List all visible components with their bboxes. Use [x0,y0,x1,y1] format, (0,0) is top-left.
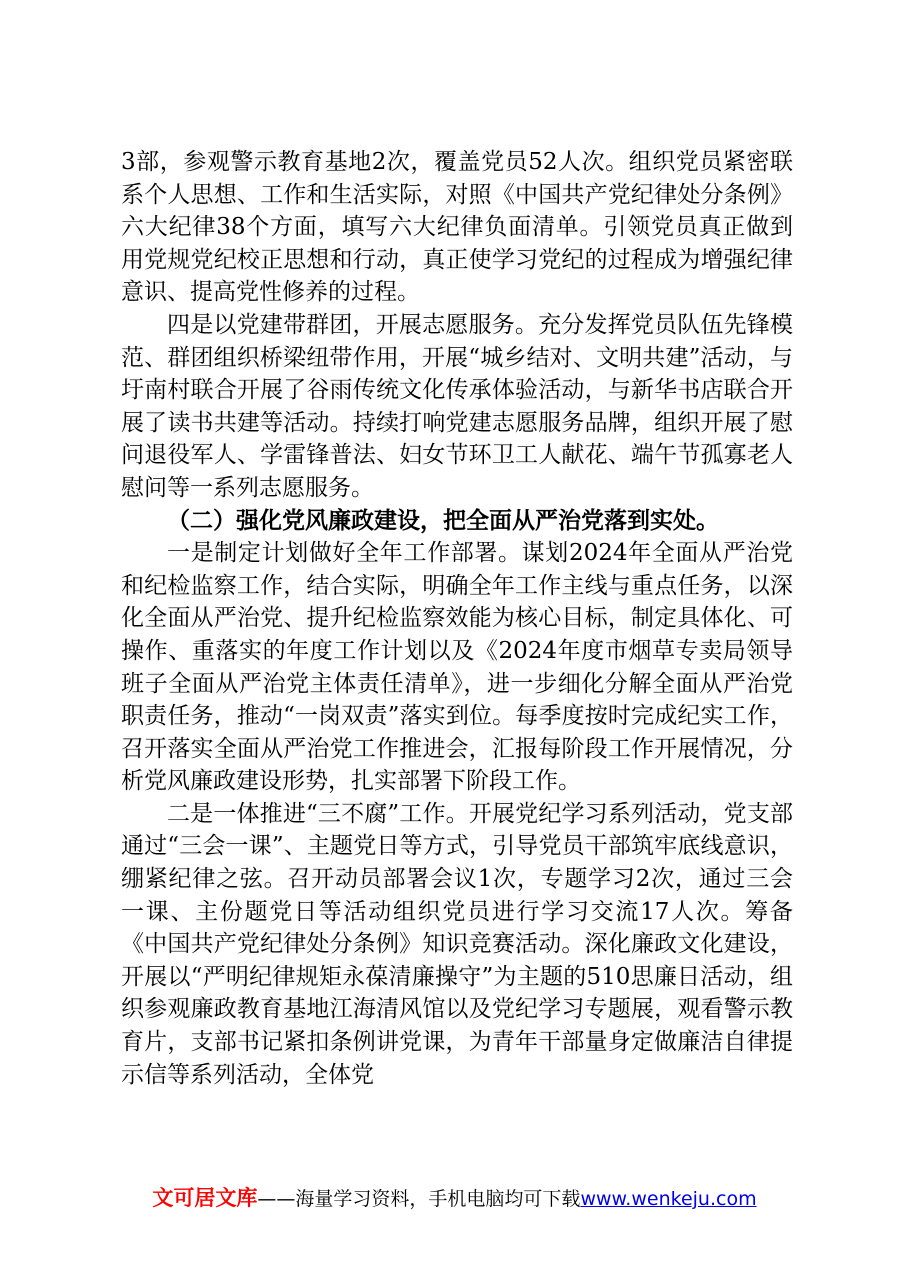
footer-banner [0,1182,909,1212]
paragraph-4: 二是一体推进“三不腐”工作。开展党纪学习系列活动，党支部通过“三会一课”、主题党日等方式，引导党员干部筑牢底线意识，绷紧纪律之弦。召开动员部署会议1次，专题学习2次，通过三会一课、主份题党日等活动组织党员进行学习交流17人次。筹备《中国共产党纪律处分条例》知识竞赛活动。深化廉政文化建设，开展以“严明纪律规矩永葆清廉操守”为主题的510思廉日活动，组织参观廉政教育基地江海清风馆以及党纪学习专题展，观看警示教育片，支部书记紧扣条例讲党课，为青年干部量身定做廉洁自律提示信等系列活动，全体党 [121,800,793,1088]
document-body [121,146,793,1091]
footer-tagline: ——海量学习资料，手机电脑均可下载 [257,1188,581,1210]
section-heading: （二）强化党风廉政建设，把全面从严治党落到实处。 [167,506,719,534]
paragraph-3: 一是制定计划做好全年工作部署。谋划2024年全面从严治党和纪检监察工作，结合实际，明确全年工作主线与重点任务，以深化全面从严治党、提升纪检监察效能为核心目标，制定具体化、可操作、重落实的年度工作计划以及《2024年度市烟草专卖局领导班子全面从严治党主体责任清单》，进一步细化分解全面从严治党职责任务，推动“一岗双责”落实到位。每季度按时完成纪实工作，召开落实全面从严治党工作推进会，汇报每阶段工作开展情况，分析党风廉政建设形势，扎实部署下阶段工作。 [121,540,793,795]
footer-website-link[interactable]: www.wenkeju.com [580,1188,757,1210]
paragraph-2: 四是以党建带群团，开展志愿服务。充分发挥党员队伍先锋模范、群团组织桥梁纽带作用，开展“城乡结对、文明共建”活动，与圩南村联合开展了谷雨传统文化传承体验活动，与新华书店联合开展了读书共建等活动。持续打响党建志愿服务品牌，组织开展了慰问退役军人、学雷锋普法、妇女节环卫工人献花、端午节孤寡老人慰问等一系列志愿服务。 [121,311,793,501]
paragraph-1: 3部，参观警示教育基地2次，覆盖党员52人次。组织党员紧密联系个人思想、工作和生活实际，对照《中国共产党纪律处分条例》六大纪律38个方面，填写六大纪律负面清单。引领党员真正做到用党规党纪校正思想和行动，真正使学习党纪的过程成为增强纪律意识、提高党性修养的过程。 [121,149,793,306]
footer-brand: 文可居文库 [152,1186,258,1210]
